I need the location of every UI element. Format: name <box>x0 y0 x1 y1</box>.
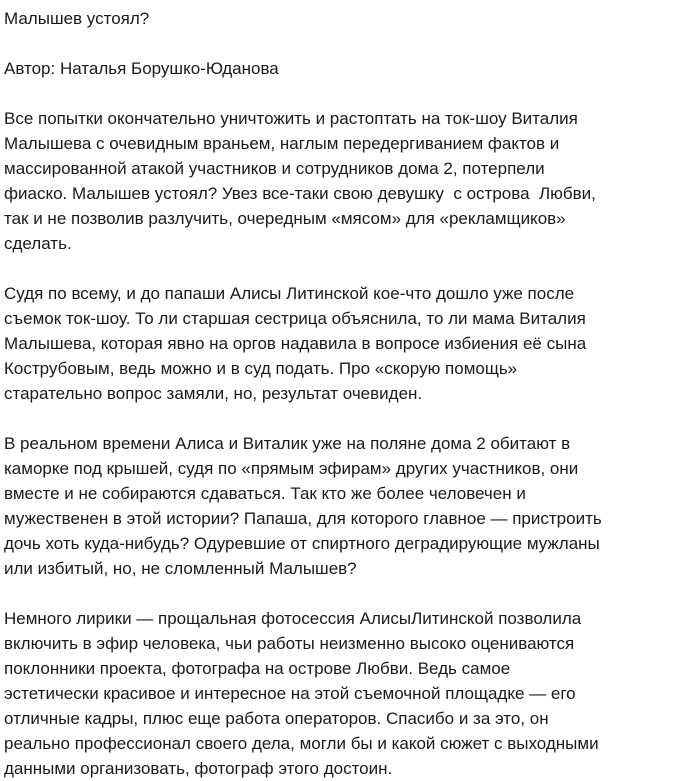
article-paragraph: Все попытки окончательно уничтожить и растоптать на ток-шоу Виталия Малышева с очевидным враньем, наглым передергиванием фактов и массированной атакой участников и сотрудников дома 2, потерпели фиаско. Малышев устоял? Увез все-таки свою девушку с острова Любви, так и не позволив разлучить, очередным «мясом» для «рекламщиков» сделать. <box>4 109 601 253</box>
page-title: Малышев устоял? <box>4 9 150 28</box>
article-paragraph: В реальном времени Алиса и Виталик уже на поляне дома 2 обитают в каморке под крышей, судя по «прямым эфирам» других участников, они вместе и не собираются сдаваться. Так кто же более человечен и мужественен в этой истории? Папаша, для которого главное — пристроить дочь хоть куда-нибудь? Одуревшие от спиртного деградирующие мужланы или избитый, но, не сломленный Малышев? <box>4 434 607 578</box>
article-paragraph: Немного лирики — прощальная фотосессия АлисыЛитинской позволила включить в эфир человека, чьи работы неизменно высоко оцениваются поклонники проекта, фотографа на острове Любви. Ведь самое эстетически красивое и интересное на этой съемочной площадке — его отличные кадры, плюс еще работа операторов. Спасибо и за это, он реально профессионал своего дела, могли бы и какой сюжет с выходными данными организовать, фотограф этого достоин. <box>4 609 604 778</box>
author-byline: Автор: Наталья Борушко-Юданова <box>4 59 279 78</box>
article-paragraph: Судя по всему, и до папаши Алисы Литинской кое-что дошло уже после съемок ток-шоу. То ли старшая сестрица объяснила, то ли мама Виталия Малышева, которая явно на оргов надавила в вопросе избиения её сына Кострубовым, ведь можно и в суд подать. Про «скорую помощь» старательно вопрос замяли, но, результат очевиден. <box>4 284 591 403</box>
